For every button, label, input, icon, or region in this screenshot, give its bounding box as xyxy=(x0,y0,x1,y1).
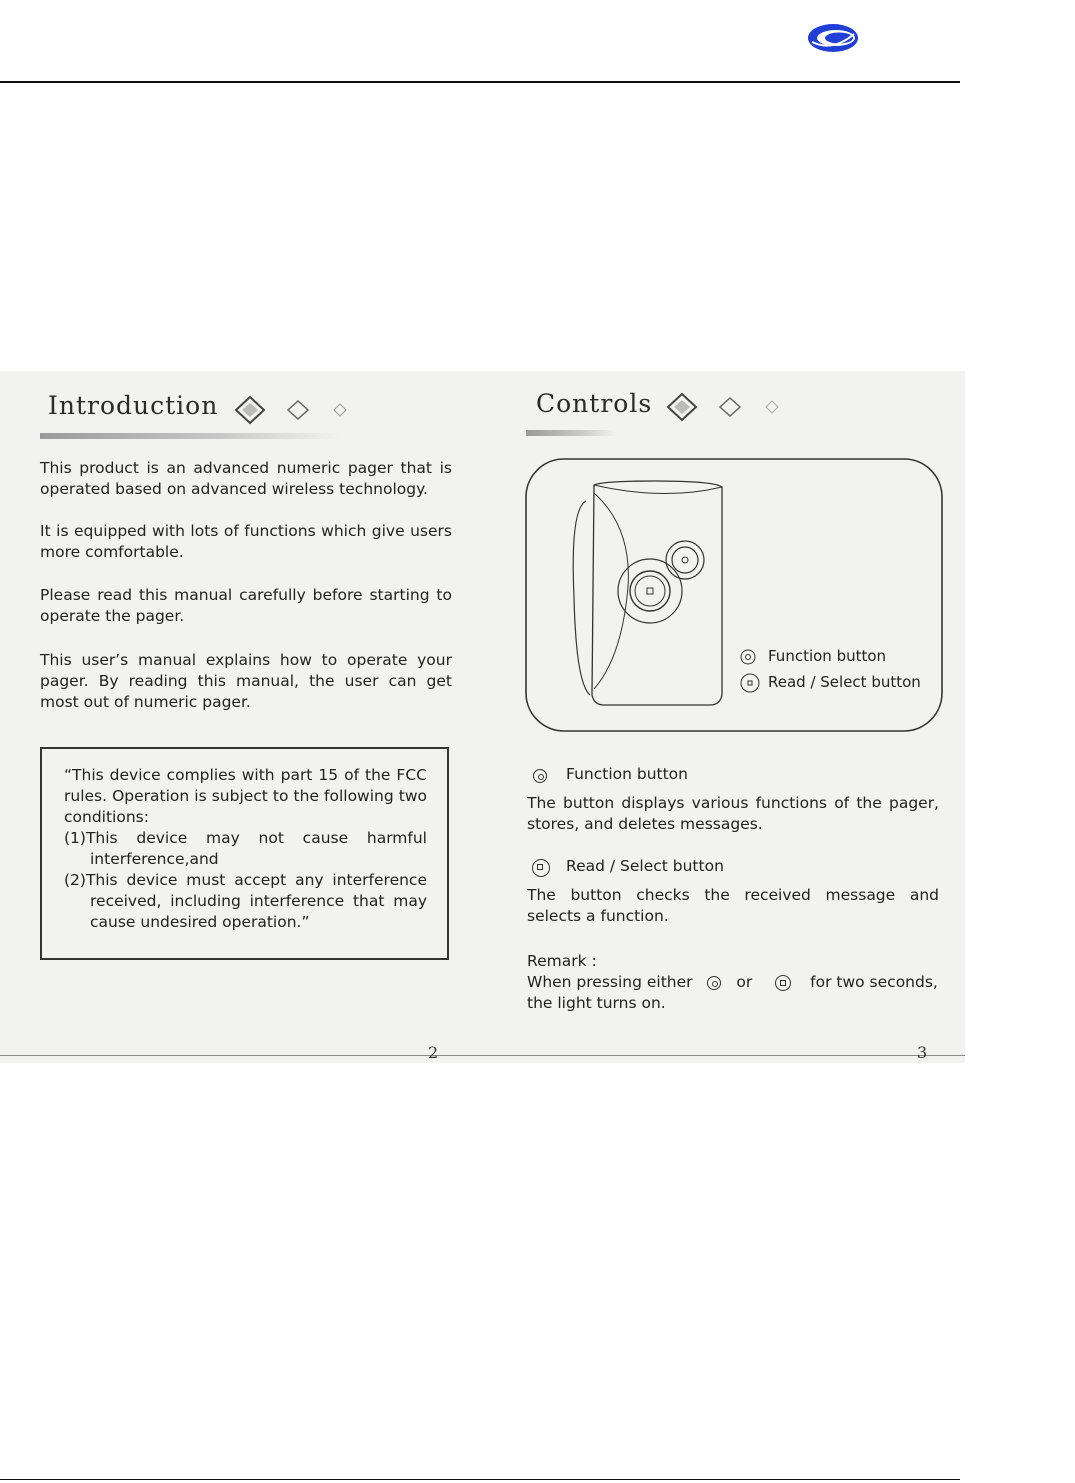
right-page-rule xyxy=(470,1055,965,1056)
fcc-notice-box xyxy=(40,747,449,960)
remark-line-2: the light turns on. xyxy=(527,994,666,1012)
function-button-description: The button displays various functions of the pager, stores, and deletes messages. xyxy=(527,794,939,833)
remark-label: Remark : xyxy=(527,952,597,970)
function-button-icon xyxy=(707,976,721,990)
fcc-notice-intro: “This device complies with part 15 of the FCC rules. Operation is subject to the following two conditions: xyxy=(64,766,427,826)
introduction-underline xyxy=(40,433,340,439)
read-select-button-icon xyxy=(775,975,791,991)
fcc-condition-2: (2)This device must accept any interference received, including interference that may cause undesired operation.” xyxy=(64,871,427,931)
function-button-heading: Function button xyxy=(566,765,688,783)
intro-paragraph-3: Please read this manual carefully before starting to operate the pager. xyxy=(40,586,452,625)
left-page-number: 2 xyxy=(428,1043,439,1062)
remark-line-1 xyxy=(527,972,947,993)
diagram-label-read-select: Read / Select button xyxy=(768,673,921,691)
intro-paragraph-2: It is equipped with lots of functions which give users more comfortable. xyxy=(40,522,452,561)
read-select-button-heading: Read / Select button xyxy=(566,857,724,875)
header-rule xyxy=(0,81,960,83)
fcc-condition-1: (1)This device may not cause harmful interference,and xyxy=(64,829,427,868)
read-select-button-icon xyxy=(532,859,550,877)
remark-text-or: or xyxy=(736,973,753,991)
pager-diagram xyxy=(524,457,944,733)
company-logo xyxy=(806,22,860,54)
right-page-number: 3 xyxy=(917,1043,928,1062)
diagram-label-function: Function button xyxy=(768,647,887,665)
controls-title: Controls xyxy=(536,389,653,418)
controls-underline xyxy=(526,430,616,436)
footer-rule xyxy=(0,1479,960,1480)
intro-paragraph-4: This user’s manual explains how to operate your pager. By reading this manual, the user can get most out of numeric pager. xyxy=(40,651,452,711)
introduction-title: Introduction xyxy=(48,391,219,420)
left-page-rule xyxy=(0,1055,470,1056)
diamond-ornament-icon xyxy=(664,392,784,422)
diamond-ornament-icon xyxy=(232,395,352,425)
intro-paragraph-1: This product is an advanced numeric pager that is operated based on advanced wireless technology. xyxy=(40,459,452,498)
scanned-manual-spread xyxy=(0,371,965,1063)
function-button-icon xyxy=(533,769,547,783)
read-select-button-description: The button checks the received message and selects a function. xyxy=(527,886,939,925)
remark-text-before: When pressing either xyxy=(527,973,693,991)
remark-text-after: for two seconds, xyxy=(810,973,938,991)
